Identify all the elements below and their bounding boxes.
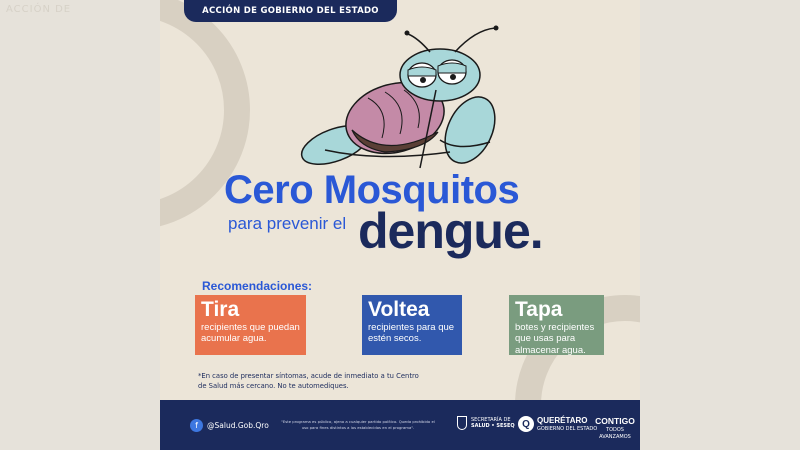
main-title: Cero Mosquitos [224,168,520,212]
crest-icon [457,416,467,430]
contigo-logo-sub: TODOS AVANZAMOS [599,427,631,440]
queretaro-q-icon: Q [518,416,534,432]
facebook-icon: f [190,419,203,432]
card-description: botes y recipientes que usas para almacenar agua. [515,322,595,356]
subtitle: para prevenir el [228,214,347,233]
top-banner: ACCIÓN DE GOBIERNO DEL ESTADO [184,0,397,22]
card-title: Tira [201,298,240,321]
salud-logo-line2: SALUD • SESEQ [471,423,515,429]
contigo-logo-text: CONTIGO [595,416,635,426]
social-handle[interactable] [190,419,269,432]
salud-logo [457,416,515,430]
card-title: Voltea [368,298,430,321]
poster [160,0,640,450]
legal-text: "Este programa es público, ajeno a cualquier partido político. Queda prohibido el uso para fines distintos a los establecidos en el programa". [281,419,435,430]
mosquito-illustration [290,20,520,170]
handle-text: @Salud.Gob.Qro [207,421,269,430]
card-tira [195,295,306,355]
side-watermark: ACCIÓN DE [6,4,72,15]
card-title: Tapa [515,298,563,321]
queretaro-logo-text: QUERÉTARO [537,416,588,425]
queretaro-logo [518,416,597,433]
left-background [0,0,160,450]
queretaro-logo-sub: GOBIERNO DEL ESTADO [537,426,598,433]
contigo-logo [590,416,640,440]
symptoms-note: *En caso de presentar síntomas, acude de inmediato a tu Centro de Salud más cercano. No te automediques. [198,372,419,391]
right-background [640,0,800,450]
card-description: recipientes para que estén secos. [368,322,455,345]
card-tapa [509,295,604,355]
recommendations-label: Recomendaciones: [202,279,313,293]
card-voltea [362,295,462,355]
card-description: recipientes que puedan acumular agua. [201,322,300,345]
salud-logo-line1: SECRETARÍA DE [471,416,511,423]
headline-dengue: dengue. [358,203,543,259]
footer [160,400,640,450]
